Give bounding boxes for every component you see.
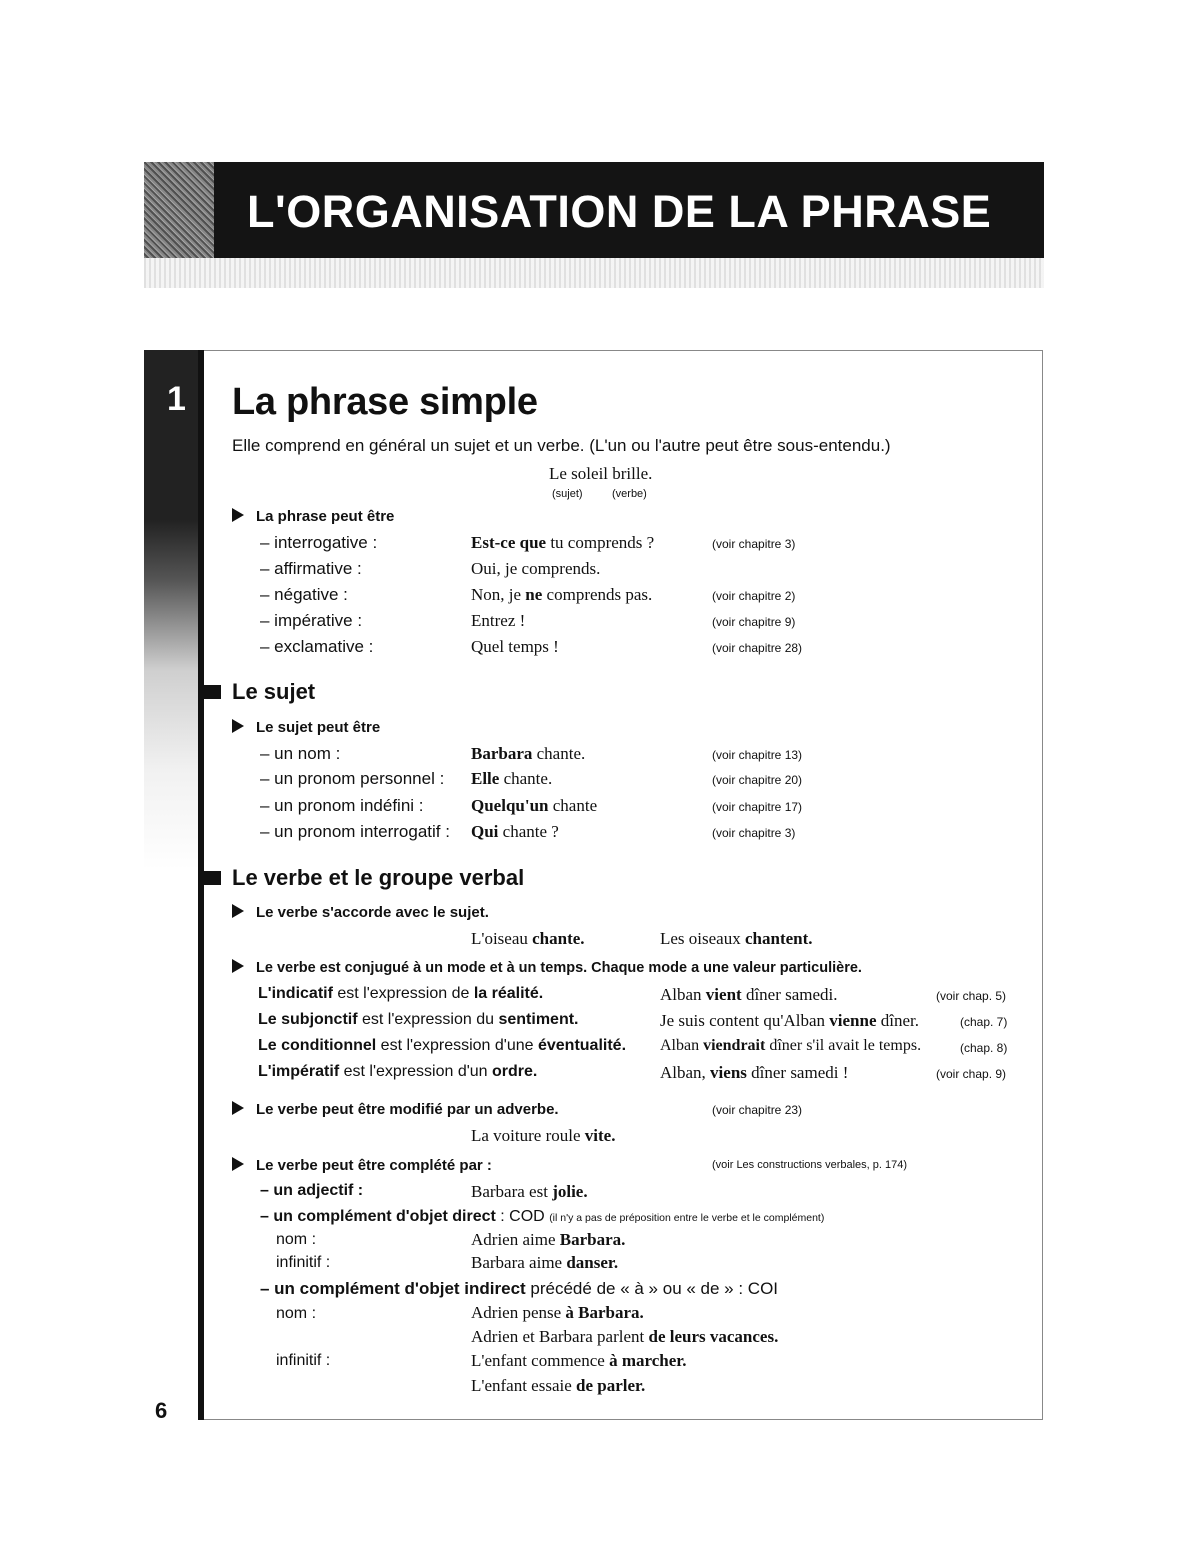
- type-example: Non, je ne comprends pas.: [471, 585, 653, 604]
- sujet-example: Qui chante ?: [471, 822, 559, 841]
- adverbe-ref: (voir chapitre 23): [712, 1103, 803, 1117]
- type-example: Entrez !: [471, 611, 526, 630]
- sujet-label: – un nom :: [260, 744, 341, 763]
- type-example: Quel temps !: [471, 637, 559, 656]
- coi-inf-label: infinitif :: [276, 1352, 331, 1369]
- mode-example: Alban viendrait dîner s'il avait le temps.: [660, 1037, 922, 1054]
- mode-description: Le subjonctif est l'expression du sentiment.: [258, 1011, 579, 1028]
- banner-shadow: [144, 258, 1044, 288]
- phrase-types-heading: La phrase peut être: [232, 508, 394, 525]
- mode-example: Je suis content qu'Alban vienne dîner.: [660, 1011, 919, 1030]
- coi-nom-example: Adrien pense à Barbara.: [471, 1303, 644, 1322]
- triangle-bullet-icon: [232, 904, 244, 918]
- type-label: – interrogative :: [260, 533, 378, 552]
- type-label: – impérative :: [260, 611, 363, 630]
- modes-heading: Le verbe est conjugué à un mode et à un temps. Chaque mode a une valeur particulière.: [232, 959, 862, 976]
- type-ref: (voir chapitre 3): [712, 537, 796, 551]
- type-label: – affirmative :: [260, 559, 362, 578]
- intro-text: Elle comprend en général un sujet et un verbe. (L'un ou l'autre peut être sous-entendu.): [232, 436, 891, 455]
- adjectif-example: Barbara est jolie.: [471, 1182, 588, 1201]
- accord-example: Les oiseaux chantent.: [660, 929, 813, 948]
- triangle-bullet-icon: [232, 719, 244, 733]
- mode-example: Alban vient dîner samedi.: [660, 985, 838, 1004]
- mode-description: L'indicatif est l'expression de la réalité.: [258, 985, 544, 1002]
- adjectif-label: – un adjectif :: [260, 1182, 364, 1199]
- type-ref: (voir chapitre 9): [712, 615, 796, 629]
- sujet-example: Elle chante.: [471, 769, 553, 788]
- sidebar-gradient: [144, 350, 201, 1420]
- accord-example: L'oiseau chante.: [471, 929, 585, 948]
- coi-inf-example: L'enfant commence à marcher.: [471, 1351, 687, 1370]
- type-example: Est-ce que tu comprends ?: [471, 533, 655, 552]
- subsection-title: Le verbe et le groupe verbal: [232, 865, 525, 890]
- sujet-example: Quelqu'un chante: [471, 796, 598, 815]
- banner-title: L'ORGANISATION DE LA PHRASE: [247, 186, 992, 237]
- sidebar-rule: [198, 350, 204, 1420]
- coi-nom-example: Adrien et Barbara parlent de leurs vacances.: [471, 1327, 779, 1346]
- mode-ref: (chap. 8): [960, 1041, 1008, 1055]
- intro-example: Le soleil brille.: [549, 464, 653, 483]
- type-ref: (voir chapitre 2): [712, 589, 796, 603]
- mode-description: Le conditionnel est l'expression d'une éventualité.: [258, 1037, 627, 1054]
- page-number: 6: [155, 1398, 168, 1423]
- type-label: – négative :: [260, 585, 348, 604]
- sujet-ref: (voir chapitre 13): [712, 748, 803, 762]
- triangle-bullet-icon: [232, 1101, 244, 1115]
- sujet-label: – un pronom indéfini :: [260, 796, 424, 815]
- type-ref: (voir chapitre 28): [712, 641, 803, 655]
- sujet-ref: (voir chapitre 3): [712, 826, 796, 840]
- section-title: La phrase simple: [232, 381, 538, 423]
- sujet-ref: (voir chapitre 20): [712, 773, 803, 787]
- cod-label: – un complément d'objet direct : COD (il n'y a pas de préposition entre le verbe et le complément): [260, 1208, 825, 1225]
- coi-label: – un complément d'objet indirect précédé de « à » ou « de » : COI: [260, 1279, 779, 1298]
- banner-texture: [144, 162, 214, 258]
- mode-example: Alban, viens dîner samedi !: [660, 1063, 849, 1082]
- sujet-heading: Le sujet peut être: [232, 719, 380, 736]
- type-label: – exclamative :: [260, 637, 374, 656]
- square-bullet-icon: [203, 685, 221, 699]
- cod-nom-label: nom :: [276, 1231, 317, 1248]
- triangle-bullet-icon: [232, 508, 244, 522]
- subsection-title: Le sujet: [232, 679, 316, 704]
- section-number: 1: [167, 380, 186, 418]
- verbe-label: (verbe): [612, 488, 647, 500]
- coi-nom-label: nom :: [276, 1305, 317, 1322]
- sujet-example: Barbara chante.: [471, 744, 586, 763]
- type-example: Oui, je comprends.: [471, 559, 601, 578]
- sujet-label: – un pronom personnel :: [260, 769, 445, 788]
- square-bullet-icon: [203, 871, 221, 885]
- triangle-bullet-icon: [232, 1157, 244, 1171]
- triangle-bullet-icon: [232, 959, 244, 973]
- complete-ref: (voir Les constructions verbales, p. 174): [712, 1159, 908, 1171]
- cod-inf-example: Barbara aime danser.: [471, 1253, 619, 1272]
- adverbe-heading: Le verbe peut être modifié par un adverbe.: [232, 1101, 559, 1118]
- adverbe-example: La voiture roule vite.: [471, 1126, 616, 1145]
- complete-heading: Le verbe peut être complété par :: [232, 1157, 492, 1174]
- sujet-label: – un pronom interrogatif :: [260, 822, 450, 841]
- accord-heading: Le verbe s'accorde avec le sujet.: [232, 904, 489, 921]
- cod-inf-label: infinitif :: [276, 1254, 331, 1271]
- mode-ref: (voir chap. 9): [936, 1067, 1007, 1081]
- coi-inf-example: L'enfant essaie de parler.: [471, 1376, 646, 1395]
- sujet-label: (sujet): [552, 488, 583, 500]
- mode-ref: (chap. 7): [960, 1015, 1008, 1029]
- mode-description: L'impératif est l'expression d'un ordre.: [258, 1063, 538, 1080]
- cod-nom-example: Adrien aime Barbara.: [471, 1230, 626, 1249]
- sujet-ref: (voir chapitre 17): [712, 800, 803, 814]
- mode-ref: (voir chap. 5): [936, 989, 1007, 1003]
